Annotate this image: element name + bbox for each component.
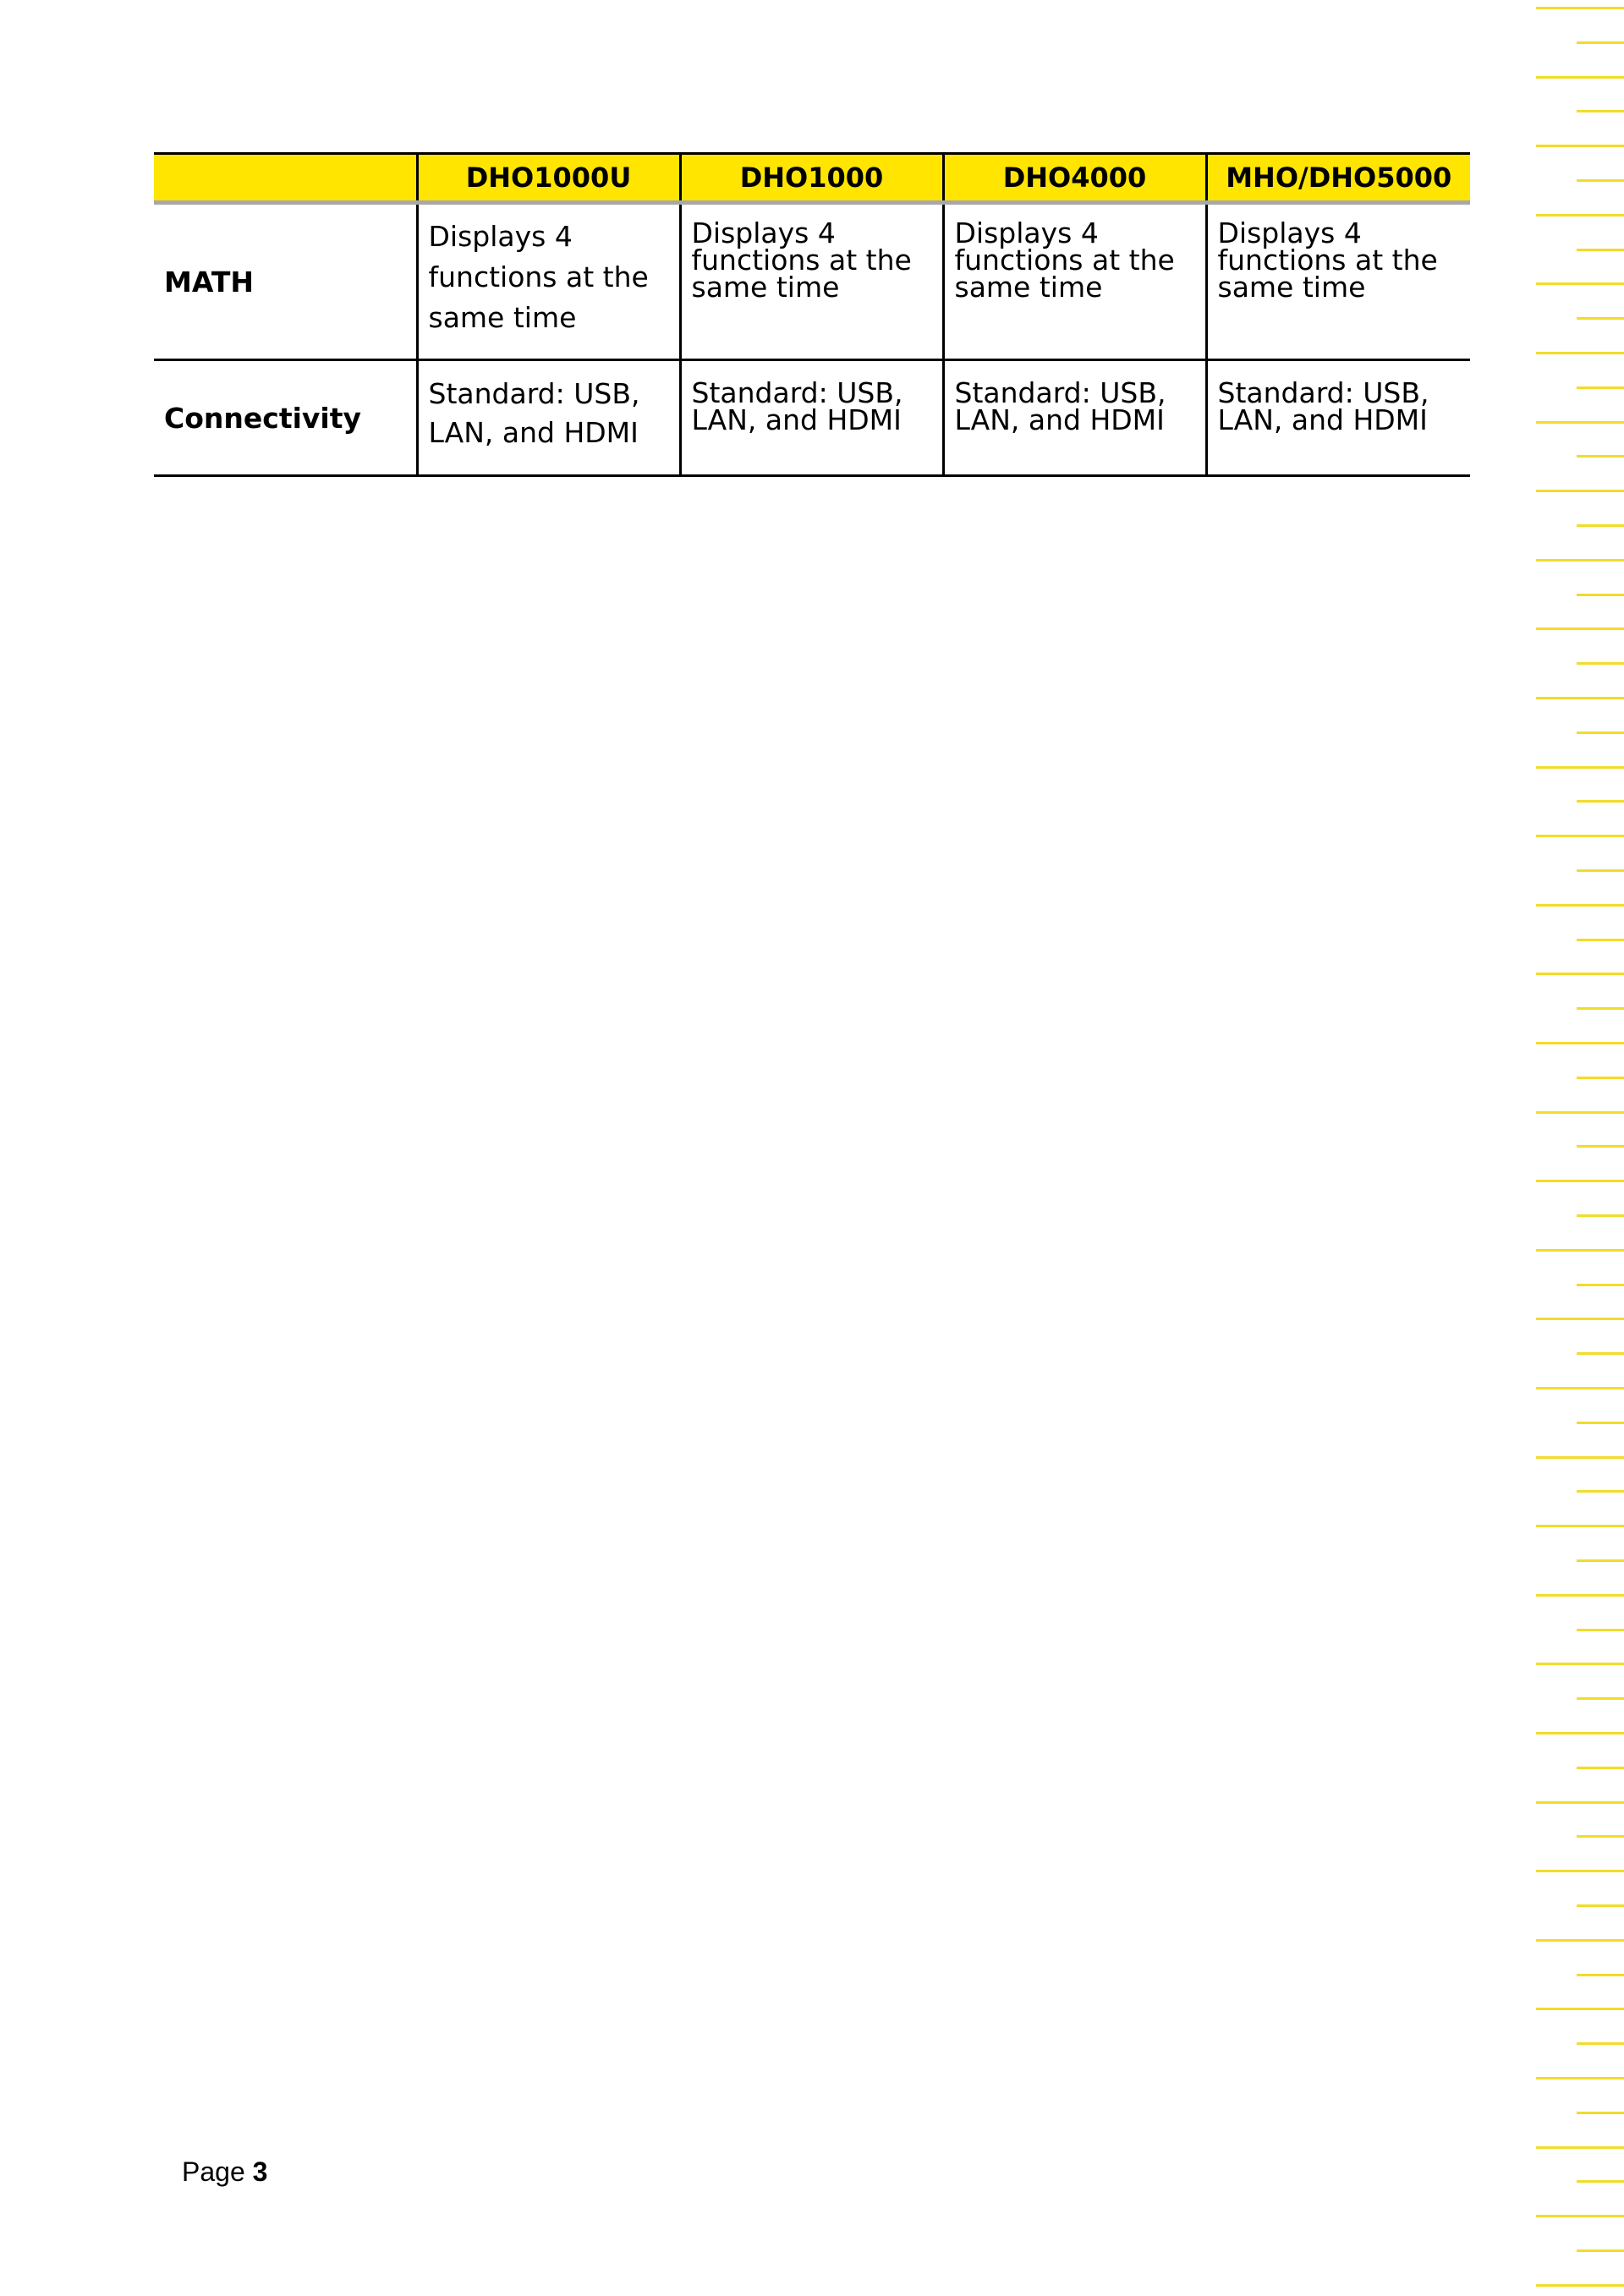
- ruler-tick: [1577, 1077, 1624, 1079]
- ruler-tick: [1577, 1422, 1624, 1424]
- ruler-tick: [1577, 524, 1624, 527]
- cell-line: Displays 4: [428, 220, 573, 253]
- ruler-tick: [1536, 559, 1624, 562]
- ruler-tick: [1577, 2042, 1624, 2045]
- header-dho4000: DHO4000: [943, 154, 1206, 203]
- ruler-tick: [1536, 973, 1624, 975]
- ruler-tick: [1536, 145, 1624, 147]
- ruler-tick: [1536, 490, 1624, 492]
- cell-line: same time: [691, 271, 840, 304]
- ruler-tick: [1577, 1284, 1624, 1286]
- ruler-tick: [1577, 179, 1624, 182]
- cell-line: LAN, and HDMI: [1217, 403, 1428, 436]
- row-label-connectivity: Connectivity: [154, 360, 417, 476]
- ruler-tick: [1577, 2180, 1624, 2183]
- header-mho-dho5000: MHO/DHO5000: [1206, 154, 1470, 203]
- ruler-tick: [1536, 1732, 1624, 1734]
- cell-line: same time: [1217, 271, 1366, 304]
- cell-line: LAN, and HDMI: [954, 403, 1165, 436]
- cell-connectivity-dho1000: [680, 360, 943, 476]
- ruler-tick: [1536, 2284, 1624, 2287]
- cell-line: LAN, and HDMI: [428, 416, 639, 449]
- ruler-tick: [1536, 2146, 1624, 2149]
- cell-math-mho-dho5000: [1206, 203, 1470, 360]
- page-number: [182, 2156, 267, 2188]
- ruler-tick: [1536, 76, 1624, 79]
- cell-line: functions at the: [691, 244, 912, 277]
- ruler-tick: [1577, 1352, 1624, 1355]
- cell-math-dho4000: [943, 203, 1206, 360]
- ruler-tick: [1536, 627, 1624, 630]
- ruler-tick: [1536, 766, 1624, 769]
- ruler-tick: [1577, 110, 1624, 112]
- cell-line: same time: [954, 271, 1103, 304]
- comparison-table: [154, 152, 1470, 477]
- cell-math-dho1000u: [417, 203, 680, 360]
- cell-connectivity-mho-dho5000: [1206, 360, 1470, 476]
- cell-line: functions at the: [1217, 244, 1438, 277]
- header-corner: [154, 154, 417, 203]
- ruler-tick: [1536, 1594, 1624, 1597]
- cell-line: Standard: USB,: [1217, 376, 1429, 409]
- ruler-tick: [1536, 1456, 1624, 1459]
- decorative-ruler: [1529, 0, 1624, 2296]
- ruler-tick: [1577, 594, 1624, 596]
- ruler-tick: [1577, 939, 1624, 941]
- page-number-value: 3: [252, 2156, 268, 2187]
- ruler-tick: [1536, 352, 1624, 354]
- cell-line: functions at the: [954, 244, 1175, 277]
- ruler-tick: [1536, 697, 1624, 699]
- ruler-tick: [1577, 732, 1624, 734]
- ruler-tick: [1577, 1904, 1624, 1907]
- cell-line: Displays 4: [1217, 216, 1362, 249]
- ruler-tick: [1536, 2008, 1624, 2010]
- ruler-tick: [1536, 282, 1624, 285]
- ruler-tick: [1577, 1974, 1624, 1976]
- cell-connectivity-dho4000: [943, 360, 1206, 476]
- ruler-tick: [1536, 7, 1624, 9]
- ruler-tick: [1536, 1042, 1624, 1044]
- ruler-tick: [1577, 41, 1624, 44]
- ruler-tick: [1577, 1145, 1624, 1148]
- ruler-tick: [1577, 2112, 1624, 2114]
- ruler-tick: [1577, 1767, 1624, 1769]
- ruler-tick: [1536, 214, 1624, 216]
- cell-connectivity-dho1000u: [417, 360, 680, 476]
- ruler-tick: [1577, 1629, 1624, 1631]
- ruler-tick: [1536, 2077, 1624, 2080]
- ruler-tick: [1577, 869, 1624, 872]
- ruler-tick: [1577, 1007, 1624, 1010]
- ruler-tick: [1577, 455, 1624, 458]
- ruler-tick: [1577, 2249, 1624, 2252]
- ruler-tick: [1536, 1249, 1624, 1252]
- ruler-tick: [1536, 904, 1624, 907]
- ruler-tick: [1577, 1697, 1624, 1700]
- ruler-tick: [1536, 835, 1624, 837]
- ruler-tick: [1577, 1559, 1624, 1562]
- cell-line: Standard: USB,: [428, 377, 640, 410]
- ruler-tick: [1536, 1111, 1624, 1114]
- cell-line: same time: [428, 301, 577, 334]
- ruler-tick: [1536, 1525, 1624, 1527]
- ruler-tick: [1577, 386, 1624, 389]
- row-label-math: MATH: [154, 203, 417, 360]
- cell-line: Displays 4: [691, 216, 836, 249]
- ruler-tick: [1536, 1663, 1624, 1665]
- ruler-tick: [1536, 421, 1624, 424]
- ruler-tick: [1577, 1490, 1624, 1493]
- header-dho1000: DHO1000: [680, 154, 943, 203]
- ruler-tick: [1577, 249, 1624, 251]
- ruler-tick: [1536, 1387, 1624, 1389]
- header-dho1000u: DHO1000U: [417, 154, 680, 203]
- ruler-tick: [1536, 1318, 1624, 1320]
- cell-line: Standard: USB,: [954, 376, 1166, 409]
- cell-line: Displays 4: [954, 216, 1099, 249]
- ruler-tick: [1577, 800, 1624, 803]
- cell-math-dho1000: [680, 203, 943, 360]
- cell-line: Standard: USB,: [691, 376, 903, 409]
- ruler-tick: [1536, 2215, 1624, 2217]
- table-row-connectivity: [154, 360, 1470, 476]
- ruler-tick: [1577, 662, 1624, 665]
- page-prefix: Page: [182, 2156, 245, 2187]
- ruler-tick: [1577, 1835, 1624, 1838]
- ruler-tick: [1577, 317, 1624, 320]
- ruler-tick: [1577, 1214, 1624, 1217]
- table-header-row: [154, 154, 1470, 203]
- cell-line: functions at the: [428, 260, 649, 293]
- ruler-tick: [1536, 1801, 1624, 1804]
- ruler-tick: [1536, 1180, 1624, 1182]
- cell-line: LAN, and HDMI: [691, 403, 902, 436]
- ruler-tick: [1536, 1870, 1624, 1872]
- table-row-math: [154, 203, 1470, 360]
- ruler-tick: [1536, 1939, 1624, 1942]
